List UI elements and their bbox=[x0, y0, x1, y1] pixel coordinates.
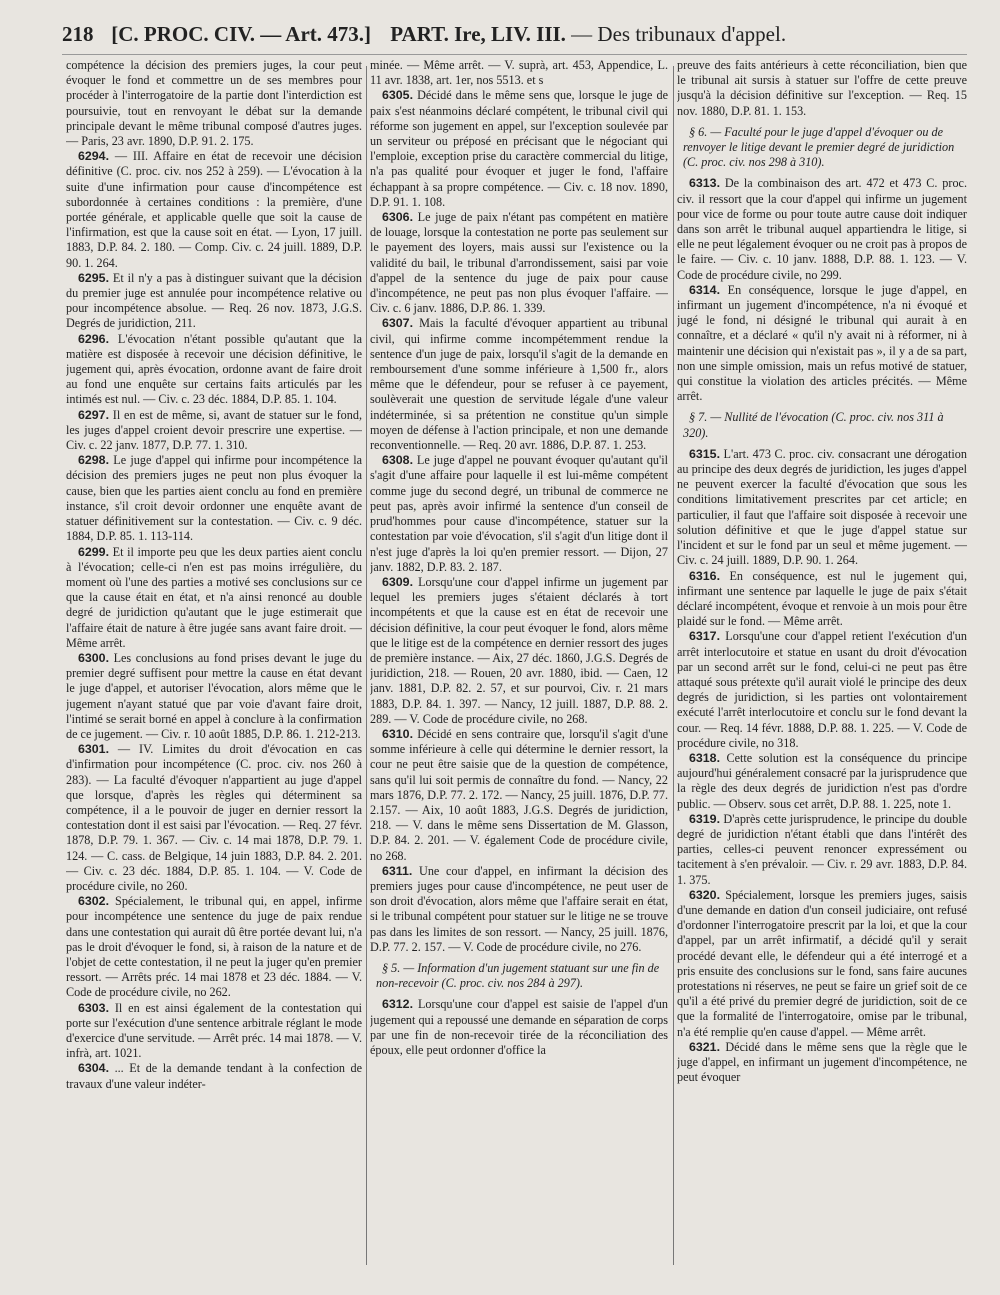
paragraph-text: L'art. 473 C. proc. civ. consacrant une dérogation au principe des deux degrés de juridiction, les juges d'appel ne peuvent exercer la faculté d'évocation que sous les conditions limitativement prescrites par cet article; en particulier, il faut que l'affaire soit disposée à recevoir une solution définitive et que le juge d'appel statue sur l'incident et sur le fond par un seul et même jugement. — Civ. c. 24 juill. 1889, D.P. 90. 1. 264. bbox=[677, 446, 967, 568]
paragraph-number: 6312. bbox=[382, 997, 414, 1012]
text-column-2 bbox=[370, 58, 668, 1275]
paragraph-number: 6320. bbox=[689, 887, 721, 902]
paragraph-number: 6306. bbox=[382, 210, 414, 225]
column-divider bbox=[366, 66, 367, 1265]
text-column-1 bbox=[66, 58, 362, 1275]
running-head-title: — Des tribunaux d'appel. bbox=[565, 22, 787, 46]
paragraph-number: 6319. bbox=[689, 811, 721, 826]
paragraph bbox=[370, 727, 668, 864]
paragraph-number: 6321. bbox=[689, 1039, 721, 1054]
paragraph bbox=[66, 1001, 362, 1062]
section-heading bbox=[683, 410, 967, 440]
paragraph-text: En conséquence, lorsque le juge d'appel, en infirmant un jugement d'incompétence, n'a ni évoqué et jugé le fond, ni désigné le tribunal qui aurait à en connaître, et a déclaré « qu'il n'y avait ni à réformer, ni à maintenir une décision qui n'existait pas », il y a de sa part, non une simple omission, mais un refus motivé de statuer, qui constitue la violation des articles précités. — Même arrêt. bbox=[677, 282, 967, 404]
paragraph-number: 6315. bbox=[689, 446, 721, 461]
paragraph-text: Le juge d'appel ne pouvant évoquer qu'autant qu'il s'agit d'une affaire pour laquelle il est lui-même compétent comme juge du second degré, un tribunal de commerce ne peut pas, après avoir infirmé la sentence d'un conseil de prud'hommes pour cause d'incompétence, statuer sur la contestation par voie d'évocation, s'il s'agit d'un litige dont il n'est juge d'après la loi qu'en premier ressort. — Dijon, 27 janv. 1882, D.P. 83. 2. 187. bbox=[370, 453, 668, 574]
paragraph-number: 6308. bbox=[382, 453, 414, 468]
paragraph-number: 6300. bbox=[78, 650, 110, 665]
page-header bbox=[62, 22, 962, 56]
paragraph bbox=[370, 210, 668, 316]
paragraph bbox=[370, 453, 668, 575]
paragraph-text: En conséquence, est nul le jugement qui, infirmant une sentence par laquelle le juge de paix s'était déclaré incompétent, évoque et renvoie à un mois pour être plaidé sur le fond. — Même arrêt. bbox=[677, 568, 967, 629]
paragraph-text: L'évocation n'étant possible qu'autant que la matière est disposée à recevoir une décision définitive, le jugement qui, après évocation, ordonne avant de faire droit au fond une enquête sur certains faits articulés par les intimés est nul. — Civ. c. 23 déc. 1884, D.P. 85. 1. 104. bbox=[66, 331, 362, 407]
paragraph bbox=[370, 58, 668, 88]
paragraph-text: Et il importe peu que les deux parties aient conclu à l'évocation; celle-ci n'en est pas moins irrégulière, du moment où l'une des parties a motivé ses conclusions sur ce que la cause était en état, et n'a ainsi renoncé au double degré de juridiction qu'autant que le juge estimerait que l'affaire était de nature à être jugée sans avant faire droit. — Même arrêt. bbox=[66, 544, 362, 650]
paragraph-text: Spécialement, lorsque les premiers juges, saisis d'une demande en dation d'un conseil judiciaire, ont refusé d'ordonner l'interrogatoire prescrit par la loi, et que la cour d'appel, par un arrêt infirmatif, a décidé qu'il y serait procédé devant elle, le défendeur qui a été interrogé et a pris ensuite des conclusions sur le fond, sans faire aucunes protestations ni réserves, ne peut se faire un grief soit de ce qu'il a été privé du premier degré de juridiction, soit de ce que la formalité de l'interrogatoire, omise par le tribunal, n'a été remplie qu'en cause d'appel. — Même arrêt. bbox=[677, 887, 967, 1039]
paragraph-number: 6307. bbox=[382, 316, 414, 331]
section-heading bbox=[376, 961, 668, 991]
paragraph bbox=[66, 149, 362, 271]
paragraph-text: Une cour d'appel, en infirmant la décision des premiers juges pour cause d'incompétence, ne peut user de son droit d'évocation, alors même que l'affaire serait en état, si le tribunal compétent pour statuer sur le litige ne se trouve pas dans les limites de son ressort. — Nancy, 25 juill. 1876, D.P. 77. 2. 157. — V. Code de procédure civile, no 276. bbox=[370, 863, 668, 954]
running-head-left: [C. PROC. CIV. — Art. 473.] bbox=[111, 22, 372, 46]
paragraph bbox=[370, 997, 668, 1058]
text-column-3 bbox=[677, 58, 967, 1275]
paragraph-text: Décidé dans le même sens que, lorsque le juge de paix s'est néanmoins déclaré compétent, le tribunal civil qui réforme son jugement en appel, sur l'exception soulevée par un serviteur ou préposé en précisant que le négociant qui l'emploie, exception prise du caractère commercial du litige, n'a pas qualité pour évoquer et juger le fond, l'affaire échappant à sa propre compétence. — Civ. c. 18 nov. 1890, D.P. 91. 1. 108. bbox=[370, 88, 668, 209]
paragraph-text: compétence la décision des premiers juges, la cour peut évoquer le fond et commettre un de ses membres pour procéder à l'interrogatoire de la partie dont l'interdiction est poursuivie, tout en renvoyant le débat sur la demande principale devant le même tribunal composé d'autres juges. — Paris, 23 avr. 1890, D.P. 91. 2. 175. bbox=[66, 58, 362, 149]
paragraph-text: De la combinaison des art. 472 et 473 C. proc. civ. il ressort que la cour d'appel qui infirme un jugement pour vice de forme ou pour toute autre cause doit indiquer dans son arrêt le tribunal auquel appartiendra le litige, si elle ne peut légalement évoquer ou ne croit pas à propos de le faire. — Civ. c. 10 janv. 1888, D.P. 88. 1. 123. — V. Code de procédure civile, no 299. bbox=[677, 176, 967, 282]
paragraph-number: 6301. bbox=[78, 742, 110, 757]
paragraph-number: 6314. bbox=[689, 282, 721, 297]
paragraph-text: Décidé en sens contraire que, lorsqu'il s'agit d'une somme inférieure à celle qui détermine le dernier ressort, la cour ne peut être saisie que de la question de compétence, sans qu'il lui soit permis de connaître du fond. — Nancy, 22 mars 1876, D.P. 77. 2. 172. — Nancy, 25 juill. 1876, D.P. 77. 2.157. — Aix, 10 août 1883, J.G.S. Degrés de juridiction, 218. — V. dans le même sens Dissertation de M. Glasson, D.P. 84. 2. 201. — V. également Code de procédure civile, no 268. bbox=[370, 726, 668, 863]
paragraph bbox=[677, 888, 967, 1040]
paragraph bbox=[370, 316, 668, 453]
section-heading bbox=[683, 125, 967, 171]
paragraph-text: Le juge de paix n'étant pas compétent en matière de louage, lorsque la contestation ne porte pas seulement sur le payement des loyers, mais aussi sur l'existence ou la validité du bail, le tribunal d'arrondissement, saisi par voie d'appel de la sentence du juge de paix pour cause d'incompétence, ne peut pas non plus évoquer l'affaire. — Civ. c. 6 janv. 1886, D.P. 86. 1. 339. bbox=[370, 210, 668, 316]
paragraph-text: Lorsqu'une cour d'appel est saisie de l'appel d'un jugement qui a repoussé une demande en séparation de corps par une fin de non-recevoir tirée de la réconciliation des époux, elle peut ordonner d'office la bbox=[370, 997, 668, 1057]
paragraph bbox=[66, 742, 362, 894]
paragraph bbox=[66, 58, 362, 149]
paragraph-text: Lorsqu'une cour d'appel infirme un jugement par lequel les premiers juges s'étaient déclarés à tort incompétents et que la cause est en état de recevoir une décision définitive, la cour peut évoquer le fond, alors même que le litige est de la compétence en dernier ressort des juges de première instance. — Aix, 27 déc. 1860, J.G.S. Degrés de juridiction, 218. — Rouen, 20 avr. 1880, ibid. — Caen, 12 janv. 1881, D.P. 82. 2. 57, et sur pourvoi, Civ. r. 21 mars 1883, D.P. 84. 1. 397. — Nancy, 12 juill. 1887, D.P. 88. 2. 289. — V. Code de procédure civile, no 268. bbox=[370, 574, 668, 726]
paragraph-text: Mais la faculté d'évoquer appartient au tribunal civil, qui infirme comme incompétemment rendue la sentence d'un juge de paix, lorsqu'il s'agit de la demande en remboursement d'une somme inférieure à 1,500 fr., alors même que le défendeur, pour se refuser à ce payement, soulèverait une question de servitude légale d'une valeur indéterminée, si sa prétention ne constitue qu'un simple moyen de défense à l'action principale, et non une demande reconventionnelle. — Req. 20 avr. 1886, D.P. 87. 1. 253. bbox=[370, 316, 668, 453]
paragraph-text: Décidé dans le même sens que la règle que le juge d'appel, en infirmant un jugement d'incompétence, ne peut évoquer bbox=[677, 1039, 967, 1085]
running-head-right bbox=[390, 22, 786, 46]
paragraph bbox=[677, 751, 967, 812]
paragraph bbox=[677, 629, 967, 751]
paragraph-text: D'après cette jurisprudence, le principe du double degré de juridiction n'étant établi que dans l'intérêt des parties, celles-ci peuvent renoncer expressément ou tacitement à s'en prévaloir. — Civ. r. 29 avr. 1883, D.P. 84. 1. 375. bbox=[677, 811, 967, 887]
paragraph-number: 6294. bbox=[78, 149, 110, 164]
paragraph-number: 6299. bbox=[78, 544, 110, 559]
paragraph-number: 6309. bbox=[382, 574, 414, 589]
paragraph-number: 6313. bbox=[689, 176, 721, 191]
paragraph-number: 6310. bbox=[382, 726, 414, 741]
paragraph-number: 6316. bbox=[689, 568, 721, 583]
paragraph bbox=[66, 453, 362, 544]
paragraph bbox=[677, 447, 967, 569]
paragraph-text: preuve des faits antérieurs à cette réconciliation, bien que le tribunal ait sursis à statuer sur l'offre de cette preuve jusqu'à la décision définitive sur l'exception. — Req. 15 nov. 1880, D.P. 81. 1. 153. bbox=[677, 58, 967, 118]
paragraph-text: — III. Affaire en état de recevoir une décision définitive (C. proc. civ. nos 252 à 259). — L'évocation à la suite d'une infirmation pour cause d'incompétence est subordonnée à certaines conditions : la première, d'une portée générale, et applicable quelle que soit la cause de l'infirmation, est que la cause soit en état. — Lyon, 17 juill. 1883, D.P. 84. 2. 180. — Comp. Civ. c. 24 juill. 1889, D.P. 90. 1. 264. bbox=[66, 149, 362, 270]
section-heading-text: § 6. — Faculté pour le juge d'appel d'évoquer ou de renvoyer le litige devant le premier degré de juridiction (C. proc. civ. nos 298 à 310). bbox=[683, 124, 955, 170]
section-heading-text: § 5. — Information d'un jugement statuant sur une fin de non-recevoir (C. proc. civ. nos 284 à 297). bbox=[376, 960, 660, 991]
paragraph-text: Lorsqu'une cour d'appel retient l'exécution d'un arrêt interlocutoire et statue en usant du droit d'évocation par un second arrêt sur le fond, celui-ci ne peut pas être attaqué sous prétexte qu'il aurait violé le principe des deux degrés de juridiction, si les parties ont volontairement exécuté l'arrêt interlocutoire et conclu sur le fond devant la cour. — Req. 14 févr. 1888, D.P. 88. 1. 225. — V. Code de procédure civile, no 318. bbox=[677, 629, 967, 750]
paragraph-number: 6305. bbox=[382, 88, 414, 103]
paragraph bbox=[370, 575, 668, 727]
paragraph-number: 6318. bbox=[689, 750, 721, 765]
paragraph bbox=[677, 1040, 967, 1086]
paragraph bbox=[370, 864, 668, 955]
paragraph-number: 6317. bbox=[689, 629, 721, 644]
paragraph-text: — IV. Limites du droit d'évocation en cas d'infirmation pour incompétence (C. proc. civ. nos 260 à 283). — La faculté d'évoquer n'appartient au juge d'appel que lorsque, d'après les règles qui déterminent sa compétence, il a le pouvoir de juger en dernier ressort la contestation dont il est saisi par l'évocation. — Req. 27 févr. 1878, D.P. 79. 1. 367. — Civ. c. 14 mai 1878, D.P. 79. 1. 124. — C. cass. de Belgique, 14 juin 1883, D.P. 84. 2. 201. — Civ. c. 23 déc. 1884, D.P. 85. 1. 104. — V. Code de procédure civile, no 260. bbox=[66, 742, 362, 893]
paragraph-number: 6302. bbox=[78, 894, 110, 909]
column-divider bbox=[673, 66, 674, 1265]
paragraph-text: Le juge d'appel qui infirme pour incompétence la décision des premiers juges ne peut non plus évoquer la cause, bien que les parties aient conclu au fond en première instance, s'il croit devoir ordonner une enquête avant de statuer définitivement sur la contestation. — Civ. c. 9 déc. 1884, D.P. 85. 1. 113-114. bbox=[66, 453, 362, 544]
paragraph-text: ... Et de la demande tendant à la confection de travaux d'une valeur indéter- bbox=[66, 1061, 362, 1091]
paragraph-number: 6297. bbox=[78, 407, 110, 422]
paragraph-text: Il en est de même, si, avant de statuer sur le fond, les juges d'appel croient devoir prescrire une expertise. — Civ. c. 22 janv. 1877, D.P. 77. 1. 310. bbox=[66, 407, 362, 453]
paragraph-number: 6304. bbox=[78, 1061, 110, 1076]
paragraph-text: Il en est ainsi également de la contestation qui porte sur l'exécution d'une sentence arbitrale réglant le mode d'exercice d'une servitude. — Arrêt préc. 14 mai 1878. — V. infrà, art. 1021. bbox=[66, 1000, 362, 1061]
running-head-part: PART. Ire, LIV. III. bbox=[390, 22, 566, 46]
paragraph bbox=[66, 271, 362, 332]
section-heading-text: § 7. — Nullité de l'évocation (C. proc. civ. nos 311 à 320). bbox=[683, 410, 944, 440]
paragraph-number: 6311. bbox=[382, 863, 413, 878]
paragraph-text: Les conclusions au fond prises devant le juge du premier degré suffisent pour mettre la cause en état devant le juge d'appel, et autoriser l'évocation, alors même que le jugement n'ayant statué que par voie d'avant faire droit, l'intimé se serait borné en appel à conclure à la confirmation de ce jugement. — Civ. r. 10 août 1885, D.P. 86. 1. 212-213. bbox=[66, 650, 362, 741]
paragraph bbox=[677, 569, 967, 630]
paragraph bbox=[677, 58, 967, 119]
paragraph-text: Spécialement, le tribunal qui, en appel, infirme pour incompétence une sentence du juge de paix rendue dans une contestation qui aurait dû être portée devant lui, n'a pas le droit d'évoquer le fond, si, à raison de la nature et de l'objet de cette contestation, il ne peut la juger qu'en premier ressort. — Arrêts préc. 14 mai 1878 et 23 déc. 1884. — V. Code de procédure civile, no 262. bbox=[66, 894, 362, 1000]
page-number: 218 bbox=[62, 22, 94, 46]
paragraph bbox=[66, 894, 362, 1000]
header-divider bbox=[62, 54, 967, 55]
paragraph bbox=[677, 812, 967, 888]
paragraph-text: Et il n'y a pas à distinguer suivant que la décision du premier juge est annulée pour incompétence relative ou pour incompétence absolue. — Req. 26 nov. 1873, J.G.S. Degrés de juridiction, 211. bbox=[66, 270, 362, 331]
paragraph bbox=[66, 651, 362, 742]
paragraph-number: 6296. bbox=[78, 331, 110, 346]
paragraph bbox=[66, 332, 362, 408]
paragraph bbox=[370, 88, 668, 210]
paragraph bbox=[677, 176, 967, 282]
paragraph bbox=[677, 283, 967, 405]
paragraph-text: Cette solution est la conséquence du principe aujourd'hui généralement consacré par la jurisprudence que la règle des deux degrés de juridiction n'est pas d'ordre public. — Observ. sous cet arrêt, D.P. 88. 1. 225, note 1. bbox=[677, 750, 967, 811]
paragraph-text: minée. — Même arrêt. — V. suprà, art. 453, Appendice, L. 11 avr. 1838, art. 1er, nos 5513. et s bbox=[370, 58, 668, 88]
paragraph bbox=[66, 545, 362, 651]
paragraph bbox=[66, 1061, 362, 1091]
paragraph-number: 6303. bbox=[78, 1000, 110, 1015]
paragraph-number: 6295. bbox=[78, 270, 110, 285]
paragraph bbox=[66, 408, 362, 454]
paragraph-number: 6298. bbox=[78, 453, 110, 468]
